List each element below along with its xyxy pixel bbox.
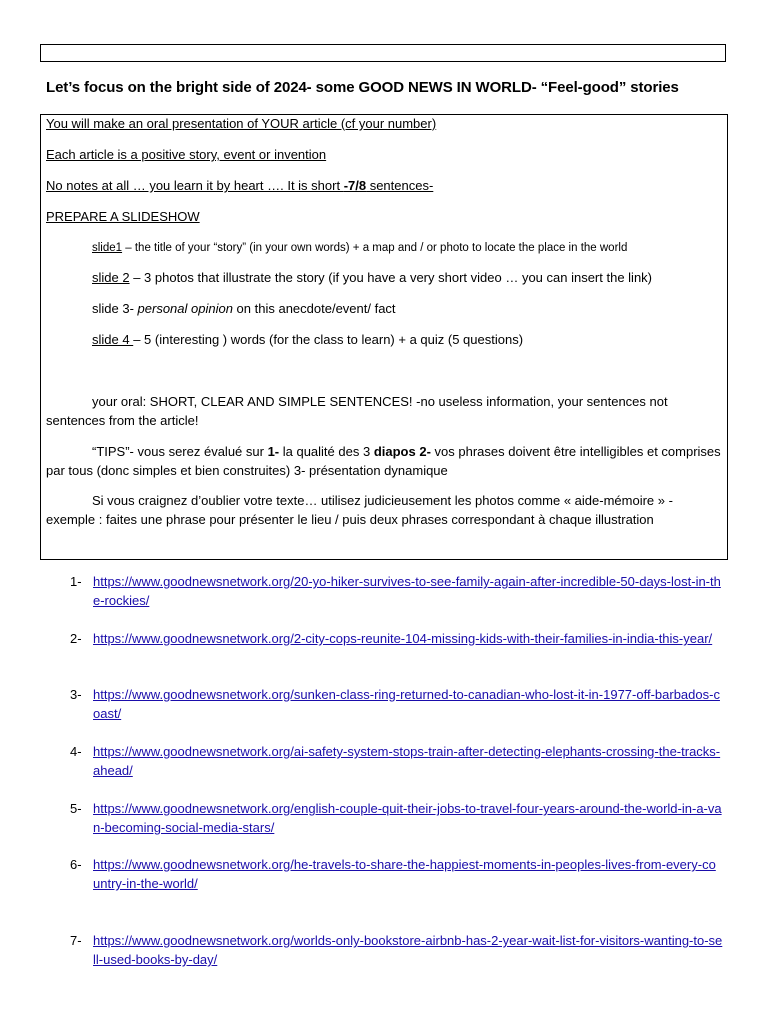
article-link[interactable]: https://www.goodnewsnetwork.org/he-travels-to-share-the-happiest-moments-in-peoples-lives-from-every-country-in-the-world/ — [93, 857, 716, 891]
article-link[interactable]: https://www.goodnewsnetwork.org/english-couple-quit-their-jobs-to-travel-four-years-around-the-world-in-a-van-becoming-social-media-stars/ — [93, 801, 722, 835]
instruction-positive-story: Each article is a positive story, event or invention — [46, 147, 327, 162]
item-number: 1- — [70, 574, 82, 589]
item-number: 5- — [70, 801, 82, 816]
header-box — [40, 44, 726, 62]
instruction-prepare-slideshow: PREPARE A SLIDESHOW — [46, 209, 200, 224]
slide1-instruction: slide1 – the title of your “story” (in your own words) + a map and / or photo to locate the place in the world — [92, 242, 628, 254]
article-link[interactable]: https://www.goodnewsnetwork.org/ai-safety-system-stops-train-after-detecting-elephants-crossing-the-tracks-ahead/ — [93, 744, 721, 778]
tips-paragraph: “TIPS”- vous serez évalué sur 1- la qualité des 3 diapos 2- vos phrases doivent être intelligibles et comprises par tous (donc simples et bien construites) 3- présentation dynamique — [46, 444, 721, 478]
oral-advice: your oral: SHORT, CLEAR AND SIMPLE SENTENCES! -no useless information, your sentences not sentences from the article! — [46, 394, 668, 428]
article-link[interactable]: https://www.goodnewsnetwork.org/20-yo-hiker-survives-to-see-family-again-after-incredible-50-days-lost-in-the-rockies/ — [93, 574, 721, 608]
article-link[interactable]: https://www.goodnewsnetwork.org/2-city-cops-reunite-104-missing-kids-with-their-families-in-india-this-year/ — [93, 631, 713, 646]
item-number: 7- — [70, 933, 82, 948]
article-link[interactable]: https://www.goodnewsnetwork.org/sunken-class-ring-returned-to-canadian-who-lost-it-in-1977-off-barbados-coast/ — [93, 687, 720, 721]
memo-paragraph: Si vous craignez d’oublier votre texte… utilisez judicieusement les photos comme « aide-mémoire » - exemple : faites une phrase pour présenter le lieu / puis deux phrases correspondant à chaque illustration — [46, 493, 673, 527]
item-number: 3- — [70, 687, 82, 702]
article-link[interactable]: https://www.goodnewsnetwork.org/worlds-only-bookstore-airbnb-has-2-year-wait-list-for-visitors-wanting-to-sell-used-books-by-day/ — [93, 933, 723, 967]
page-title: Let’s focus on the bright side of 2024- some GOOD NEWS IN WORLD- “Feel-good” stories — [46, 79, 679, 96]
item-number: 4- — [70, 744, 82, 759]
slide3-instruction: slide 3- personal opinion on this anecdote/event/ fact — [92, 301, 396, 316]
instruction-no-notes: No notes at all … you learn it by heart …. It is short -7/8 sentences- — [46, 178, 434, 193]
item-number: 6- — [70, 857, 82, 872]
slide2-instruction: slide 2 – 3 photos that illustrate the story (if you have a very short video … you can insert the link) — [92, 270, 653, 285]
item-number: 2- — [70, 631, 82, 646]
slide4-instruction: slide 4 – 5 (interesting ) words (for the class to learn) + a quiz (5 questions) — [92, 332, 524, 347]
instruction-oral-presentation: You will make an oral presentation of YOUR article (cf your number) — [46, 116, 437, 131]
instructions-box — [40, 114, 728, 560]
